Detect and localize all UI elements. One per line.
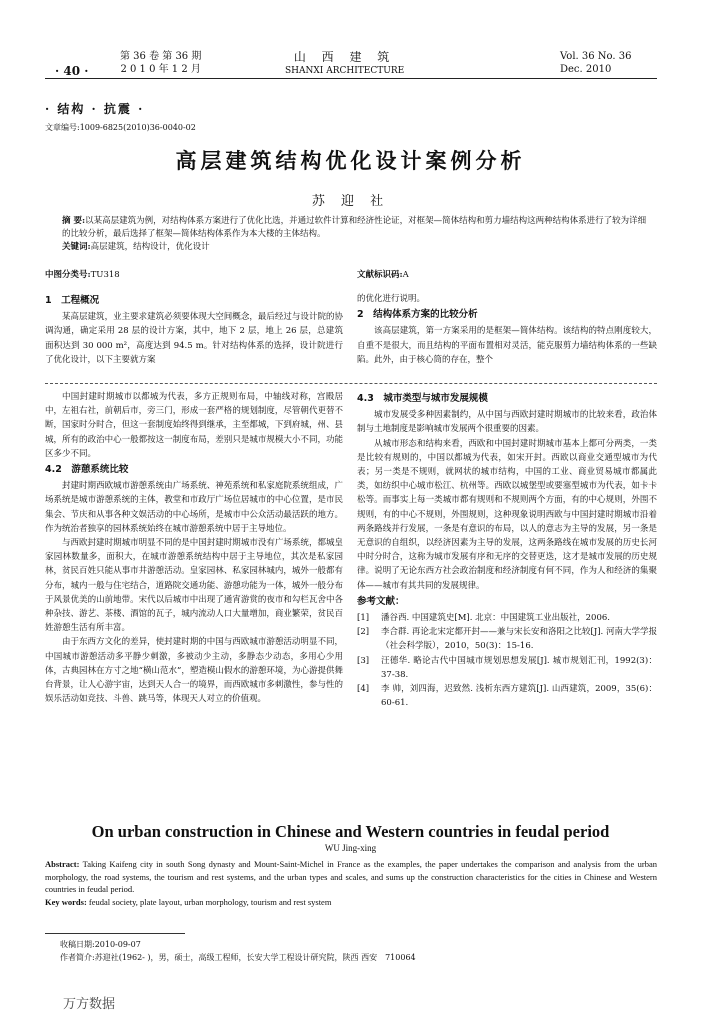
section-heading: 2 结构体系方案的比较分析 xyxy=(357,309,478,321)
volume-cn: 第 36 卷 第 36 期 xyxy=(120,51,202,62)
reference-number: [3] xyxy=(357,655,370,666)
english-keywords-text: feudal society, plate layout, urban morphology, tourism and rest system xyxy=(88,896,332,907)
body-paragraph: 与西欧封建时期城市明显不同的是中国封建时期城市没有广场系统，都城皇家园林数量多，面积大，在城市游憩系统结构中居于主导地位，其次是私家园林，贫民百姓只能从事市井游憩活动。皇家园林、私家园林城内，城外一般都有分布，城内一般与住宅结合，道路院交通功能、游憩功能为一体，城外一般分布于风景优美的山前地带。宋代以后城市中出现了通宵游赏的夜市和勾栏瓦舍中各种杂技、游艺、茶楼、酒馆的瓦子，城内流动人口大量增加，商业繁荣，贫民百姓游憩生活有所丰富。 xyxy=(45,538,343,634)
article-number: 文章编号:1009-6825(2010)36-0040-02 xyxy=(45,123,196,132)
body-paragraph: 的优化进行说明。 xyxy=(357,294,426,304)
body-paragraph: 某高层建筑，业主要求建筑必须要体现大空间概念，最后经过与设计院的协调沟通，确定采用 28 层的设计方案，其中，地下 2 层，地上 26 层，总建筑面积达到 30 000 m²，高度达到 94.5 m。针对结构体系的选择，设计院进行了优化设计，以下主要就方案 xyxy=(45,312,343,365)
section-heading: 参考文献： xyxy=(357,595,405,607)
journal-name xyxy=(285,50,404,78)
date-en: Dec. 2010 xyxy=(560,64,612,75)
english-abstract-text: Taking Kaifeng city in south Song dynasty and Mount-Saint-Michel in France as the examples, the paper undertakes the comparison and analysis from the urban morphology, the road systems, the tourism and rest systems, and the urban types and scales, and sums up the construction characteristics for the cities in Chinese and Western countries in feudal period. xyxy=(45,859,657,894)
english-keywords-label: Key words: xyxy=(45,896,87,907)
english-abstract xyxy=(45,858,657,896)
keywords-text: 高层建筑，结构设计，优化设计 xyxy=(90,242,210,252)
reference-item xyxy=(357,682,657,710)
abstract-block xyxy=(62,215,652,254)
body-paragraph: 由于东西方文化的差异，使封建时期的中国与西欧城市游憩活动明显不同，中国城市游憩活动多平静少刺激，多被动少主动，多静态少动态，多用心少用体，古典园林在方寸之地“横山范水”，塑造模山假水的游憩环境，为心游提供舞台背景，让人心游宇宙，达到天人合一的境界，而西欧城市多刺激性，参与性的娱乐活动如竞技、斗兽、跳马等，体现天人对立的价值观。 xyxy=(45,637,343,705)
english-author: WU Jing-xing xyxy=(324,843,377,853)
footnote-rule xyxy=(45,933,185,934)
paper-title: 高层建筑结构优化设计案例分析 xyxy=(175,149,526,173)
journal-name-en: SHANXI ARCHITECTURE xyxy=(285,66,405,76)
lower-right-column xyxy=(357,390,657,710)
reference-number: [1] xyxy=(357,613,370,624)
abstract-text: 以某高层建筑为例，对结构体系方案进行了优化比选，并通过软件计算和经济性论证，对框架—简体结构和剪力墙结构这两种结构体系进行了较为详细的比较分析，最后选择了框架—简体结构体系作为本大楼的主体结构。 xyxy=(62,216,647,239)
footnote xyxy=(60,938,416,964)
clc-label: 中图分类号: xyxy=(45,270,91,280)
reference-text: 李合群. 再论北宋定都开封——兼与宋长安和洛阳之比较[J]. 河南大学学报（社会科学版），2010，50(3)：15-16. xyxy=(381,627,657,652)
document-code-label: 文献标识码: xyxy=(357,270,403,280)
reference-item xyxy=(357,611,657,625)
page-splice-rule xyxy=(45,383,657,384)
english-title: On urban construction in Chinese and Western countries in feudal period xyxy=(91,822,610,841)
volume-issue-en xyxy=(560,50,631,76)
page-number: · 40 · xyxy=(55,64,89,78)
author-info: 作者简介:苏迎社(1962- )，男，硕士，高级工程师，长安大学工程设计研究院，陕西 西安 710064 xyxy=(60,953,416,962)
section-heading: 4.2 游憩系统比较 xyxy=(45,464,129,476)
volume-issue-cn xyxy=(120,50,201,76)
body-paragraph: 该高层建筑，第一方案采用的是框架—简体结构。该结构的特点刚度较大，自重不是很大，而且结构的平面布置相对灵活，能克服剪力墙结构体系的一些缺陷。此外，由于核心筒的存在，整个 xyxy=(357,326,657,365)
volume-en: Vol. 36 No. 36 xyxy=(560,51,632,62)
date-cn: 2 0 1 0 年 1 2 月 xyxy=(120,64,201,75)
reference-number: [4] xyxy=(357,684,370,695)
body-paragraph: 从城市形态和结构来看，西欧和中国封建时期城市基本上都可分两类，一类是比较有规则的，中国以都城为代表，如宋开封。西欧以商业交通型城市为代表；另一类是不规则，就网状的城市结构，中国的工业、商业贸易城市都属此类，如纺织中心城市松江、杭州等。西欧以城堡型或要塞型城市为代表，如卡卡松等。而事实上每一类城市都有规则和不规则两个方面，有的中心规则，外围不规则，有的中心不规则，外围规则，这种现象说明西欧与中国封建时期城市沿着两条路线并行发展，一条是有意识的布局，以人的意志为主导的发展，另一条是无意识的自组织，以经济因素为主导的发展，这两条路线在城市发展的历史长河中时分时合，这称为城市发展有序和无序的交替更迭，这才是城市发展的历史规律。说明了无论东西方社会政治制度和经济制度有何不同，作为人和经济的集聚体——城市有其共同的发展规律。 xyxy=(357,438,657,591)
reference-text: 汪德华. 略论古代中国城市规划思想发展[J]. 城市规划汇刊，1992(3)：37-38. xyxy=(381,655,657,680)
upper-left-column xyxy=(45,292,343,367)
reference-item xyxy=(357,625,657,653)
reference-item xyxy=(357,654,657,682)
body-paragraph: 中国封建时期城市以都城为代表，多方正规则布局，中轴线对称，宫殿居中，左祖右社，前朝后市，旁三门，形成一套严格的规划制度，尽管朝代更替不断，国家时分时合，但这一套制度始终得到继承，主至都城，下到府城，州、县城，所有的政治中心一般都按这一制度布局，差别只是城市规模大小不同，功能区多少不同。 xyxy=(45,392,343,459)
clc-number xyxy=(45,268,120,280)
document-code-value: A xyxy=(402,270,409,280)
paper-author: 苏 迎 社 xyxy=(311,194,390,209)
document-code xyxy=(357,268,409,280)
english-keywords xyxy=(45,896,657,909)
english-abstract-block xyxy=(45,858,657,908)
keywords-label: 关键词: xyxy=(62,242,91,252)
body-paragraph: 城市发展受多种因素制约，从中国与西欧封建时期城市的比较来看，政治体制与土地制度是影响城市发展两个很重要的因素。 xyxy=(357,410,657,435)
clc-value: TU318 xyxy=(90,270,120,280)
upper-right-column xyxy=(357,292,657,367)
body-paragraph: 封建时期西欧城市游憩系统由广场系统、神苑系统和私家庭院系统组成，广场系统是城市游憩系统的主体，教堂和市政厅广场位居城市的中心位置，是市民集会、节庆和从事各种文娱活动的中心场所，是城市中公众活动最活跃的地方。作为统治者独享的园林系统始终在城市游憩系统中居于主导地位。 xyxy=(45,481,343,534)
abstract-label: 摘 要: xyxy=(62,216,86,226)
wanfang-watermark: 万方数据 xyxy=(63,997,116,1012)
reference-text: 潘谷西. 中国建筑史[M]. 北京：中国建筑工业出版社，2006. xyxy=(381,613,610,624)
reference-number: [2] xyxy=(357,627,370,638)
english-abstract-label: Abstract: xyxy=(45,859,80,869)
section-tag: · 结构 · 抗震 · xyxy=(45,102,145,116)
lower-left-column xyxy=(45,390,343,706)
abstract xyxy=(62,215,652,241)
received-date: 收稿日期:2010-09-07 xyxy=(60,940,141,949)
reference-text: 李 帅，刘四海，迟致然. 浅析东西方建筑[J]. 山西建筑，2009，35(6)：60-61. xyxy=(381,684,657,709)
header-rule xyxy=(45,78,657,79)
section-heading: 1 工程概况 xyxy=(45,295,100,306)
section-heading: 4.3 城市类型与城市发展规模 xyxy=(357,393,488,404)
journal-name-cn: 山 西 建 筑 xyxy=(293,50,396,64)
keywords xyxy=(62,241,652,254)
